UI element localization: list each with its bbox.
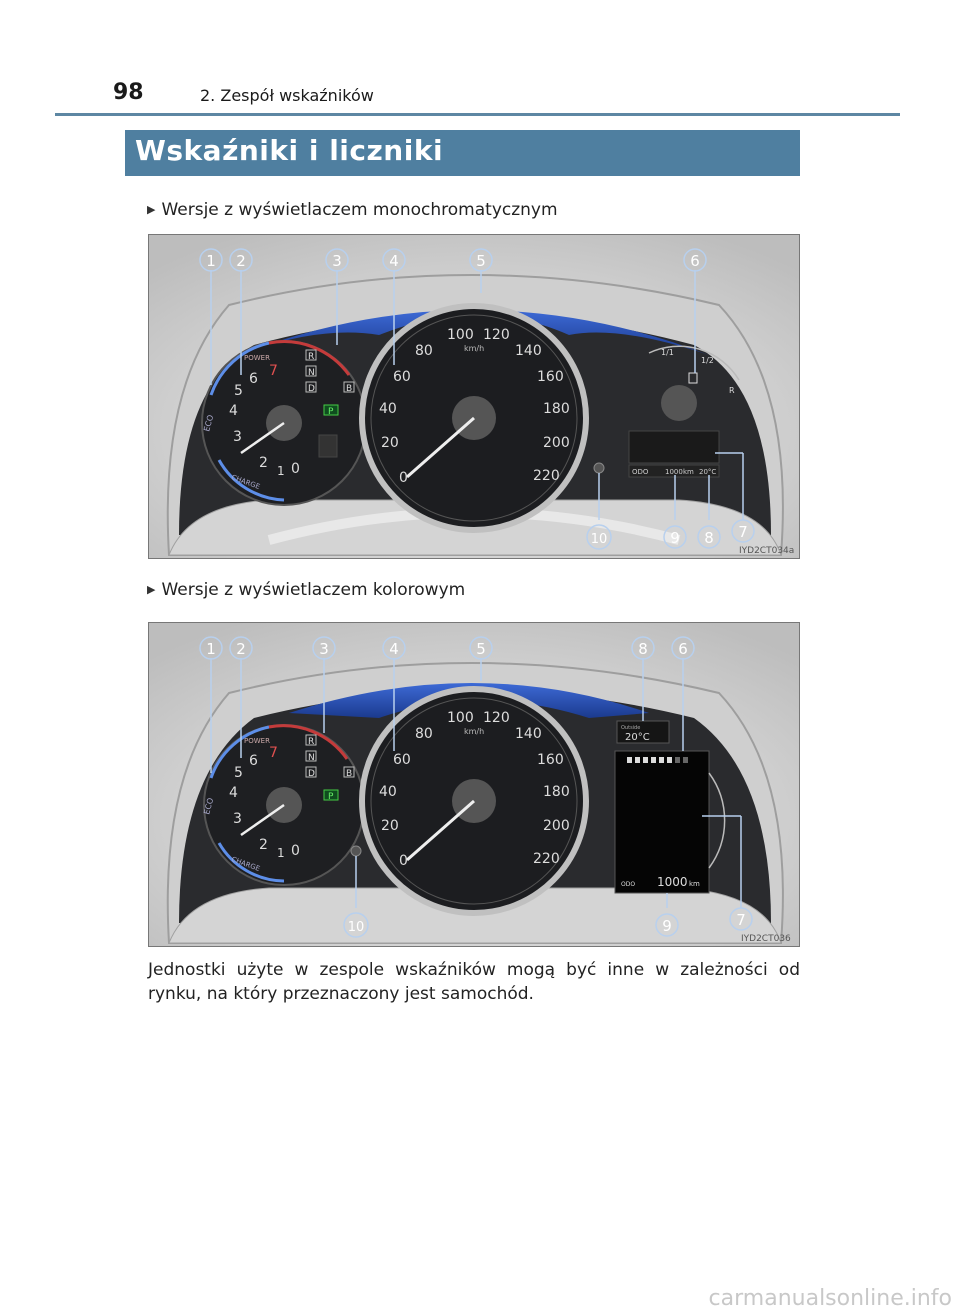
speed-tick-140: 140 xyxy=(515,343,542,359)
tach-tick-0: 0 xyxy=(291,843,300,859)
tach-tick-2: 2 xyxy=(259,837,268,853)
header-rule xyxy=(55,113,900,116)
callout-9: 9 xyxy=(670,529,680,547)
callout-3: 3 xyxy=(332,252,342,270)
tach-tick-6: 6 xyxy=(249,753,258,769)
callout-5: 5 xyxy=(476,252,486,270)
eco-label: ECO xyxy=(202,796,216,816)
gear-b: B xyxy=(346,769,353,779)
odo-unit: km xyxy=(683,468,694,476)
charge-label: CHARGE xyxy=(230,473,261,492)
speed-tick-180: 180 xyxy=(543,784,570,800)
gear-n: N xyxy=(308,368,315,378)
fuel-empty: R xyxy=(729,386,735,395)
cluster-mono-illustration xyxy=(149,235,800,559)
temp-value: 20°C xyxy=(699,468,717,476)
speed-tick-180: 180 xyxy=(543,401,570,417)
triangle-bullet-icon: ▶ xyxy=(147,583,156,596)
tach-tick-7: 7 xyxy=(269,745,278,761)
speed-tick-20: 20 xyxy=(381,435,399,451)
callout-8: 8 xyxy=(638,640,648,658)
gear-d: D xyxy=(308,769,315,779)
note-line-1: Jednostki użyte w zespole wskaźników mogą być inne w zależności od xyxy=(148,960,800,980)
speed-tick-80: 80 xyxy=(415,343,433,359)
callout-2: 2 xyxy=(236,252,246,270)
speed-tick-80: 80 xyxy=(415,726,433,742)
tach-tick-1: 1 xyxy=(277,846,285,860)
speed-tick-120: 120 xyxy=(483,327,510,343)
tach-tick-3: 3 xyxy=(233,811,242,827)
speed-tick-160: 160 xyxy=(537,752,564,768)
tach-tick-5: 5 xyxy=(234,383,243,399)
tach-tick-3: 3 xyxy=(233,429,242,445)
outside-temp-label: Outside xyxy=(621,725,641,731)
callout-7: 7 xyxy=(736,911,746,929)
note-line-2: rynku, na który przeznaczony jest samochód. xyxy=(148,984,534,1004)
chapter-title: 2. Zespół wskaźników xyxy=(200,86,374,105)
market-note xyxy=(148,958,800,1006)
fuel-half: 1/2 xyxy=(701,356,714,365)
gear-r: R xyxy=(308,352,315,362)
speed-tick-60: 60 xyxy=(393,752,411,768)
speed-tick-220: 220 xyxy=(533,468,560,484)
callout-1: 1 xyxy=(206,252,216,270)
speed-tick-200: 200 xyxy=(543,818,570,834)
watermark: carmanualsonline.info xyxy=(708,1286,952,1311)
variant-label-mono xyxy=(147,200,558,220)
variant-label-text: Wersje z wyświetlaczem kolorowym xyxy=(161,580,466,600)
tach-tick-1: 1 xyxy=(277,464,285,478)
callout-7: 7 xyxy=(738,523,748,541)
callout-4: 4 xyxy=(389,640,399,658)
image-code: IYD2CT036 xyxy=(741,934,791,944)
speed-tick-160: 160 xyxy=(537,369,564,385)
variant-label-color xyxy=(147,580,465,600)
odo-value: 1000 xyxy=(657,875,688,889)
gear-d: D xyxy=(308,384,315,394)
charge-label: CHARGE xyxy=(230,855,261,874)
figure-mono xyxy=(148,234,800,559)
tach-tick-6: 6 xyxy=(249,371,258,387)
callout-8: 8 xyxy=(704,529,714,547)
tach-tick-7: 7 xyxy=(269,363,278,379)
callout-6: 6 xyxy=(690,252,700,270)
eco-label: ECO xyxy=(202,413,216,433)
odo-label: ODO xyxy=(632,468,649,476)
callout-2: 2 xyxy=(236,640,246,658)
power-label: POWER xyxy=(244,737,270,745)
section-title: Wskaźniki i liczniki xyxy=(135,134,444,167)
callout-1: 1 xyxy=(206,640,216,658)
callout-9: 9 xyxy=(662,917,672,935)
park-indicator: P xyxy=(328,407,334,417)
tach-tick-4: 4 xyxy=(229,785,238,801)
odo-label: ODO xyxy=(621,881,636,888)
speed-unit: km/h xyxy=(464,344,485,353)
fuel-full: 1/1 xyxy=(661,348,674,357)
speed-tick-40: 40 xyxy=(379,784,397,800)
speed-tick-0: 0 xyxy=(399,470,408,486)
speed-tick-20: 20 xyxy=(381,818,399,834)
power-label: POWER xyxy=(244,354,270,362)
speed-tick-220: 220 xyxy=(533,851,560,867)
outside-temp-value: 20°C xyxy=(625,732,650,743)
gear-b: B xyxy=(346,384,353,394)
variant-label-text: Wersje z wyświetlaczem monochromatycznym xyxy=(161,200,558,220)
speed-tick-100: 100 xyxy=(447,327,474,343)
callout-5: 5 xyxy=(476,640,486,658)
callout-4: 4 xyxy=(389,252,399,270)
image-code: IYD2CT034a xyxy=(739,546,795,556)
figure-color xyxy=(148,622,800,947)
callout-10: 10 xyxy=(590,532,608,547)
cluster-color-illustration xyxy=(149,623,800,947)
speed-tick-100: 100 xyxy=(447,710,474,726)
odo-unit: km xyxy=(689,880,700,888)
tach-tick-5: 5 xyxy=(234,765,243,781)
speed-tick-120: 120 xyxy=(483,710,510,726)
tach-tick-0: 0 xyxy=(291,461,300,477)
speed-tick-0: 0 xyxy=(399,853,408,869)
speed-tick-40: 40 xyxy=(379,401,397,417)
speed-tick-140: 140 xyxy=(515,726,542,742)
callout-10: 10 xyxy=(347,920,365,935)
tach-tick-4: 4 xyxy=(229,403,238,419)
page-number: 98 xyxy=(113,80,144,105)
callout-3: 3 xyxy=(319,640,329,658)
park-indicator: P xyxy=(328,792,334,802)
odo-value: 1000 xyxy=(665,468,683,476)
speed-tick-60: 60 xyxy=(393,369,411,385)
gear-n: N xyxy=(308,753,315,763)
speed-tick-200: 200 xyxy=(543,435,570,451)
speed-unit: km/h xyxy=(464,727,485,736)
tach-tick-2: 2 xyxy=(259,455,268,471)
triangle-bullet-icon: ▶ xyxy=(147,203,156,216)
gear-r: R xyxy=(308,737,315,747)
callout-6: 6 xyxy=(678,640,688,658)
